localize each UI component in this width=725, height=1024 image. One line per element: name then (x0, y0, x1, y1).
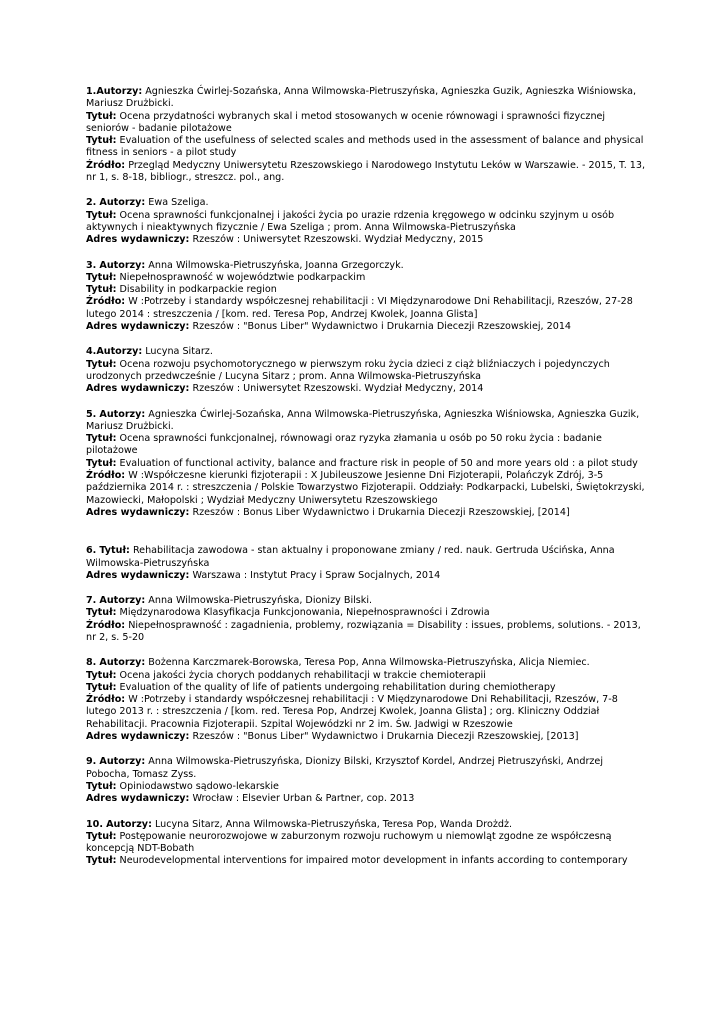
entry-line (86, 731, 646, 743)
field-value: Rehabilitacja zawodowa - stan aktualny i proponowane zmiany / red. nauk. Gertruda Uścińska, Anna Wilmowska-Pietruszyńska (86, 545, 615, 569)
field-label: Źródło: (86, 470, 126, 482)
field-value: W :Potrzeby i standardy współczesnej rehabilitacji : V Międzynarodowe Dni Rehabilitacji, Rzeszów, 7-8 lutego 2013 r. : streszczenia / [kom. red. Teresa Pop, Andrzej Kwolek, Joanna Glista] ; org. Kliniczny Oddział Rehabilitacji. Pracownia Fizjoterapii. Szpital Wojewódzki nr 2 im. Św. Jadwigi w Rzeszowie (86, 694, 618, 730)
field-value: Evaluation of the usefulness of selected scales and methods used in the assessment of balance and physical fitness in seniors - a pilot study (86, 135, 644, 159)
field-label: Adres wydawniczy: (86, 234, 190, 246)
entry-line (86, 682, 646, 694)
field-label: Tytuł: (86, 607, 117, 619)
field-value: Disability in podkarpackie region (119, 284, 277, 296)
field-value: Przegląd Medyczny Uniwersytetu Rzeszowskiego i Narodowego Instytutu Leków w Warszawie. - 2015, T. 13, nr 1, s. 8-18, bibliogr., streszcz. pol., ang. (86, 159, 646, 184)
entry-line (86, 458, 646, 470)
field-value: Opiniodawstwo sądowo-lekarskie (119, 780, 279, 792)
field-label: Tytuł: (86, 433, 117, 445)
entry-line (86, 197, 646, 209)
entry-number: 5. (86, 408, 97, 420)
entry-number: 1. (86, 86, 97, 97)
field-value: Postępowanie neurorozwojowe w zaburzonym rozwoju ruchowym u niemowląt zgodne ze współczesną koncepcją NDT-Bobath (86, 830, 612, 855)
entry-number: 2. (86, 197, 97, 209)
field-label: Tytuł: (86, 681, 117, 693)
field-value: W :Współczesne kierunki fizjoterapii : X Jubileuszowe Jesienne Dni Fizjoterapii, Polańczyk Zdrój, 3-5 października 2014 r. : streszczenia / Polskie Towarzystwo Fizjoterapii. Oddziały: Podkarpacki, Lubelski, Świętokrzyski, Mazowiecki, Małopolski ; Wydział Medyczny Uniwersytetu Rzeszowskiego (86, 470, 645, 506)
field-value: Evaluation of functional activity, balance and fracture risk in people of 50 and more years old : a pilot study (119, 457, 638, 469)
field-value: W :Potrzeby i standardy współczesnej rehabilitacji : VI Międzynarodowe Dni Rehabilitacji, Rzeszów, 27-28 lutego 2014 : streszczenia / [kom. red. Teresa Pop, Andrzej Kwolek, Joanna Glista] (86, 296, 633, 320)
field-value: Ocena sprawności funkcjonalnej i jakości życia po urazie rdzenia kręgowego w odcinku szyjnym u osób aktywnych i nieaktywnych fizycznie / Ewa Szeliga ; prom. Anna Wilmowska-Pietruszyńska (86, 209, 615, 233)
field-label: Tytuł: (86, 855, 117, 867)
entry-4 (86, 346, 646, 395)
field-value: Agnieszka Ćwirlej-Sozańska, Anna Wilmowska-Pietruszyńska, Agnieszka Guzik, Agnieszka Wiśniowska, Mariusz Drużbicki. (86, 86, 637, 110)
entry-line (86, 831, 646, 856)
field-label: Źródło: (86, 296, 126, 308)
entry-line (86, 135, 646, 160)
field-label: Tytuł: (86, 830, 117, 842)
entry-line (86, 296, 646, 321)
entry-8 (86, 657, 646, 743)
field-value: Ocena jakości życia chorych poddanych rehabilitacji w trakcie chemioterapii (119, 669, 486, 681)
field-label: Autorzy: (96, 86, 143, 97)
entry-line (86, 545, 646, 570)
entry-line (86, 470, 646, 507)
entry-line (86, 111, 646, 136)
entry-7 (86, 595, 646, 644)
entry-line (86, 781, 646, 793)
field-label: Tytuł: (86, 780, 117, 792)
field-value: Rzeszów : "Bonus Liber" Wydawnictwo i Drukarnia Diecezji Rzeszowskiej, [2013] (192, 731, 579, 743)
field-value: Ewa Szeliga. (148, 197, 209, 209)
entry-line (86, 210, 646, 235)
field-label: Adres wydawniczy: (86, 569, 190, 581)
field-value: Niepełnosprawność w województwie podkarpackim (119, 271, 366, 283)
field-label: Autorzy: (99, 657, 146, 669)
field-value: Anna Wilmowska-Pietruszyńska, Dionizy Bilski. (148, 595, 373, 607)
field-value: Rzeszów : Uniwersytet Rzeszowski. Wydział Medyczny, 2014 (192, 383, 484, 395)
field-value: Rzeszów : Bonus Liber Wydawnictwo i Drukarnia Diecezji Rzeszowskiej, [2014] (192, 506, 570, 518)
entry-number: 6. (86, 545, 97, 557)
entry-line (86, 260, 646, 272)
entry-9 (86, 756, 646, 805)
field-label: Autorzy: (96, 346, 143, 358)
field-label: Adres wydawniczy: (86, 506, 190, 518)
entry-line (86, 756, 646, 781)
entry-number: 8. (86, 657, 97, 669)
field-value: Niepełnosprawność : zagadnienia, problemy, rozwiązania = Disability : issues, problems, solutions. - 2013, nr 2, s. 5-20 (86, 619, 641, 643)
entry-line (86, 86, 646, 111)
entry-line (86, 819, 646, 831)
field-label: Tytuł: (86, 284, 117, 296)
entry-line (86, 359, 646, 384)
entry-number: 9. (86, 756, 97, 768)
entry-1 (86, 86, 646, 184)
entry-line (86, 383, 646, 395)
field-value: Evaluation of the quality of life of patients undergoing rehabilitation during chemiotherapy (119, 681, 556, 693)
field-label: Tytuł: (86, 135, 117, 147)
entry-line (86, 234, 646, 246)
field-value: Agnieszka Ćwirlej-Sozańska, Anna Wilmowska-Pietruszyńska, Agnieszka Wiśniowska, Agnieszka Guzik, Mariusz Drużbicki. (86, 408, 640, 432)
bibliography-list (86, 86, 646, 868)
entry-2 (86, 197, 646, 246)
field-label: Autorzy: (99, 595, 146, 607)
entry-line (86, 657, 646, 669)
field-label: Autorzy: (99, 197, 146, 209)
field-label: Źródło: (86, 159, 126, 171)
entry-number: 4. (86, 346, 97, 358)
field-value: Lucyna Sitarz, Anna Wilmowska-Pietruszyńska, Teresa Pop, Wanda Drożdż. (154, 818, 513, 830)
field-value: Neurodevelopmental interventions for impaired motor development in infants according to contemporary (119, 855, 628, 867)
entry-line (86, 694, 646, 731)
field-label: Źródło: (86, 619, 126, 631)
field-label: Autorzy: (99, 756, 146, 768)
entry-number: 10. (86, 818, 103, 830)
field-value: Ocena rozwoju psychomotorycznego w pierwszym roku życia dzieci z ciąż bliźniaczych i pojedynczych urodzonych przedwcześnie / Lucyna Sitarz ; prom. Anna Wilmowska-Pietruszyńska (86, 358, 610, 382)
entry-line (86, 321, 646, 333)
field-label: Tytuł: (99, 545, 130, 557)
entry-line (86, 595, 646, 607)
entry-line (86, 793, 646, 805)
entry-line (86, 670, 646, 682)
entry-line (86, 160, 646, 185)
field-value: Wrocław : Elsevier Urban & Partner, cop. 2013 (192, 793, 415, 805)
field-label: Autorzy: (99, 259, 146, 271)
entry-line (86, 284, 646, 296)
field-value: Rzeszów : Uniwersytet Rzeszowski. Wydział Medyczny, 2015 (192, 234, 484, 246)
entry-line (86, 855, 646, 867)
field-label: Adres wydawniczy: (86, 793, 190, 805)
entry-line (86, 346, 646, 358)
field-label: Adres wydawniczy: (86, 383, 190, 395)
entry-line (86, 409, 646, 434)
field-label: Tytuł: (86, 209, 117, 221)
field-value: Warszawa : Instytut Pracy i Spraw Socjalnych, 2014 (192, 569, 441, 581)
field-label: Tytuł: (86, 457, 117, 469)
field-label: Autorzy: (106, 818, 152, 830)
field-label: Adres wydawniczy: (86, 731, 190, 743)
field-label: Tytuł: (86, 358, 117, 370)
entry-line (86, 507, 646, 519)
field-value: Ocena sprawności funkcjonalnej, równowagi oraz ryzyka złamania u osób po 50 roku życia : badanie pilotażowe (86, 433, 602, 457)
entry-5 (86, 409, 646, 520)
entry-line (86, 607, 646, 619)
field-value: Anna Wilmowska-Pietruszyńska, Joanna Grzegorczyk. (148, 259, 404, 271)
entry-10 (86, 819, 646, 868)
entry-number: 3. (86, 259, 97, 271)
field-label: Tytuł: (86, 271, 117, 283)
field-label: Tytuł: (86, 669, 117, 681)
field-value: Lucyna Sitarz. (145, 346, 213, 358)
entry-line (86, 272, 646, 284)
field-value: Anna Wilmowska-Pietruszyńska, Dionizy Bilski, Krzysztof Kordel, Andrzej Pietruszyński, Andrzej Pobocha, Tomasz Zyss. (86, 756, 603, 780)
entry-line (86, 620, 646, 645)
field-value: Rzeszów : "Bonus Liber" Wydawnictwo i Drukarnia Diecezji Rzeszowskiej, 2014 (192, 321, 572, 333)
field-label: Adres wydawniczy: (86, 321, 190, 333)
field-value: Międzynarodowa Klasyfikacja Funkcjonowania, Niepełnosprawności i Zdrowia (119, 607, 490, 619)
entry-line (86, 570, 646, 582)
entry-3 (86, 260, 646, 334)
field-label: Źródło: (86, 694, 126, 706)
field-value: Ocena przydatności wybranych skal i metod stosowanych w ocenie równowagi i sprawności fizycznej seniorów - badanie pilotażowe (86, 110, 606, 134)
entry-line (86, 433, 646, 458)
field-value: Bożenna Karczmarek-Borowska, Teresa Pop, Anna Wilmowska-Pietruszyńska, Alicja Niemiec. (148, 657, 590, 669)
entry-6 (86, 545, 646, 582)
entry-number: 7. (86, 595, 97, 607)
field-label: Tytuł: (86, 110, 117, 122)
field-label: Autorzy: (99, 408, 146, 420)
